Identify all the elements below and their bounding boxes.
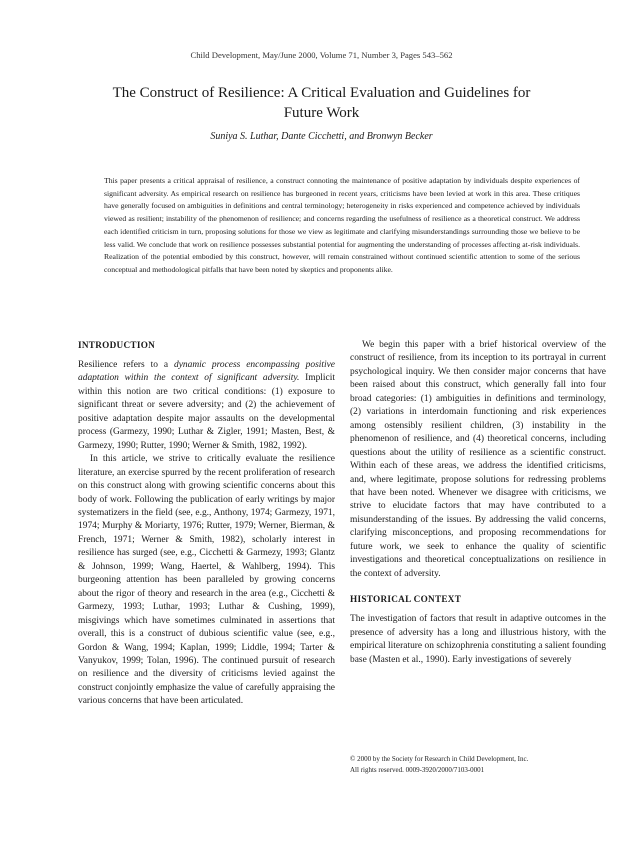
- intro-paragraph-1: [78, 359, 335, 453]
- article-title: The Construct of Resilience: A Critical Evaluation and Guidelines for Future Work: [112, 85, 531, 121]
- intro-heading: INTRODUCTION: [78, 340, 156, 350]
- history-heading: HISTORICAL CONTEXT: [350, 594, 462, 605]
- intro-p1-rest: Implicit within this notion are two critical conditions: (1) exposure to significant threat or severe adversity; and (2) the achievement of positive adaptation despite major assaults on the developmental process (Garmezy, 1990; Luthar & Zigler, 1991; Masten, Best, & Garmezy, 1990; Rutter, 1990; Werner & Smith, 1982, 1992).: [78, 373, 335, 451]
- copyright-line-2: All rights reserved. 0009-3920/2000/7103-0001: [350, 765, 485, 774]
- intro-paragraph-2: In this article, we strive to critically evaluate the resilience literature, an exercise spurred by the recent proliferation of research on this construct along with growing scientific concerns about this body of work. Following the publication of early writings by major systematizers in the field (see, e.g., Anthony, 1974; Garmezy, 1971, 1974; Murphy & Moriarty, 1976; Rutter, 1979; Werner, Bierman, & French, 1971; Werner & Smith, 1982), scholarly interest in resilience has surged (see, e.g., Cicchetti & Garmezy, 1993; Glantz & Johnson, 1999; Wang, Haertel, & Wahlberg, 1994). This burgeoning attention has been paralleled by growing concerns about the rigor of theory and research in the area (e.g., Cicchetti & Garmezy, 1993; Luthar, 1993; Luthar & Cushing, 1999), misgivings which have sometimes culminated in assertions that overall, this is a construct of dubious scientific value (see, e.g., Gordon & Wang, 1994; Kaplan, 1999; Liddle, 1994; Tarter & Vanyukov, 1999; Tolan, 1996). The continued pursuit of research on resilience and the diversity of criticisms levied against the construct conjointly emphasize the value of carefully appraising the various concerns that have been articulated.: [78, 454, 335, 707]
- history-paragraph-1: The investigation of factors that result in adaptive outcomes in the presence of adversity has a long and illustrious history, with the empirical literature on schizophrenia constituting a salient founding base (Masten et al., 1990). Early investigations of severely: [350, 614, 606, 665]
- left-column: [78, 339, 335, 709]
- copyright-line-1: © 2000 by the Society for Research in Child Development, Inc.: [350, 755, 529, 763]
- authors: Suniya S. Luthar, Dante Cicchetti, and Bronwyn Becker: [210, 131, 433, 142]
- running-head: Child Development, May/June 2000, Volume 71, Number 3, Pages 543–562: [190, 50, 453, 60]
- abstract: This paper presents a critical appraisal of resilience, a construct connoting the maintenance of positive adaptation by individuals despite experiences of significant adversity. As empirical research on resilience has burgeoned in recent years, criticisms have been levied at work in this area. These critiques have generally focused on ambiguities in definitions and central terminology; heterogeneity in risks experienced and competence achieved by individuals viewed as resilient; instability of the phenomenon of resilience; and concerns regarding the usefulness of resilience as a theoretical construct. We address each identified criticism in turn, proposing solutions for those we view as legitimate and clarifying misunderstandings surrounding those we believe to be less valid. We conclude that work on resilience possesses substantial potential for augmenting the understanding of processes affecting at-risk individuals. Realization of the potential embodied by this construct, however, will remain constrained without continued scientific attention to some of the serious conceptual and methodological pitfalls that have been noted by skeptics and proponents alike.: [104, 176, 580, 274]
- copyright-notice: [350, 754, 606, 775]
- intro-paragraph-3: We begin this paper with a brief historical overview of the construct of resilience, from its inception to its portrayal in current psychological inquiry. We then consider major concerns that have been raised about this construct, which generally fall into four broad categories: (1) ambiguities in definitions and terminology, (2) variations in interdomain functioning and risk experiences among ostensibly resilient children, (3) instability in the phenomenon of resilience, and (4) theoretical concerns, including questions about the utility of resilience as a scientific construct. Within each of these areas, we address the identified criticisms, and, where legitimate, propose solutions for redressing problems that have been noted. Whenever we disagree with criticisms, we strive to elucidate factors that may have contributed to a misunderstanding of the issues. By addressing the valid concerns, clarifying misconceptions, and proposing recommendations for future work, we seek to enhance the quality of scientific investigations and theoretical conceptualizations on resilience in the context of adversity.: [350, 340, 606, 579]
- intro-p1-lead: Resilience refers to a: [78, 360, 174, 370]
- intro-p1-emphasis: dynamic process encompassing positive adaptation within the context of significant adversity.: [78, 360, 335, 384]
- right-column: [350, 339, 606, 667]
